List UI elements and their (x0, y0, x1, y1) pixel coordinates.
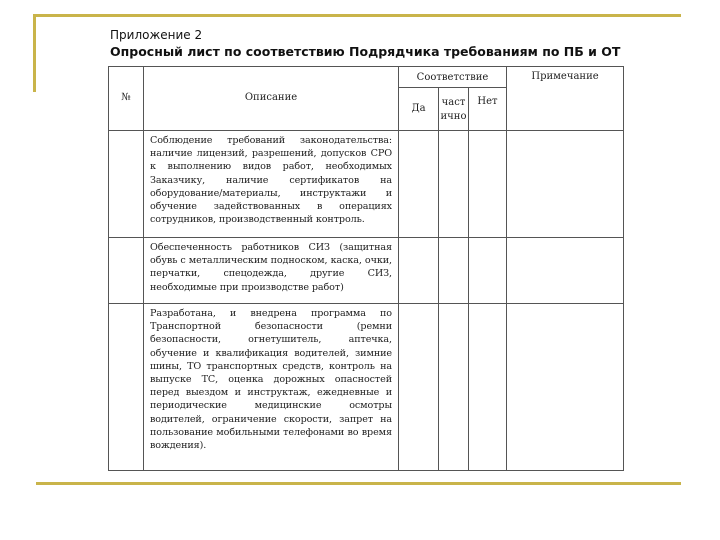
no-header-cell (469, 88, 507, 131)
yes-cell[interactable] (399, 238, 439, 304)
yes-header: Да (411, 103, 426, 114)
description-header-cell (144, 67, 399, 131)
no-cell[interactable] (469, 131, 507, 238)
decorative-bottom-line (36, 482, 681, 485)
header-row-1 (109, 67, 624, 88)
compliance-header: Соответствие (416, 72, 489, 83)
number-header: № (121, 92, 131, 103)
notes-cell[interactable] (507, 304, 624, 471)
yes-header-cell (399, 88, 439, 131)
table-row (109, 304, 624, 471)
row-number (109, 131, 144, 238)
appendix-label: Приложение 2 (110, 28, 203, 42)
notes-cell[interactable] (507, 131, 624, 238)
compliance-header-cell (399, 67, 507, 88)
document-title: Опросный лист по соответствию Подрядчика требованиям по ПБ и ОТ (110, 44, 621, 59)
questionnaire-table (108, 66, 624, 471)
partial-cell[interactable] (439, 304, 469, 471)
table-row (109, 131, 624, 238)
notes-cell[interactable] (507, 238, 624, 304)
partial-header: част ично (440, 97, 467, 122)
decorative-top-line (33, 14, 681, 17)
no-header: Нет (477, 96, 498, 107)
notes-header-cell (507, 67, 624, 131)
row-description: Соблюдение требований законодательства: наличие лицензий, разрешений, допусков СРО к выполнению видов работ, необходимых Заказчику, наличие сертификатов на оборудование/материалы, инструктажи и обучение задействованных в операциях сотрудников, производственный контроль. (144, 131, 399, 238)
partial-cell[interactable] (439, 238, 469, 304)
partial-cell[interactable] (439, 131, 469, 238)
no-cell[interactable] (469, 238, 507, 304)
yes-cell[interactable] (399, 304, 439, 471)
decorative-vertical-line (33, 14, 36, 92)
row-description: Обеспеченность работников СИЗ (защитная обувь с металлическим подноском, каска, очки, перчатки, спецодежда, другие СИЗ, необходимые при производстве работ) (144, 238, 399, 304)
no-cell[interactable] (469, 304, 507, 471)
notes-header: Примечание (531, 71, 599, 82)
number-header-cell (109, 67, 144, 131)
row-description: Разработана, и внедрена программа по Транспортной безопасности (ремни безопасности, огнетушитель, аптечка, обучение и квалификация водителей, зимние шины, ТО транспортных средств, контроль на выпуске ТС, оценка дорожных опасностей перед выездом и инструктаж, ежедневные и периодические медицинские осмотры водителей, ограничение скорости, запрет на пользование мобильными телефонами во время вождения). (144, 304, 399, 471)
description-header: Описание (244, 92, 298, 103)
partial-header-cell (439, 88, 469, 131)
table-row (109, 238, 624, 304)
row-number (109, 238, 144, 304)
yes-cell[interactable] (399, 131, 439, 238)
row-number (109, 304, 144, 471)
